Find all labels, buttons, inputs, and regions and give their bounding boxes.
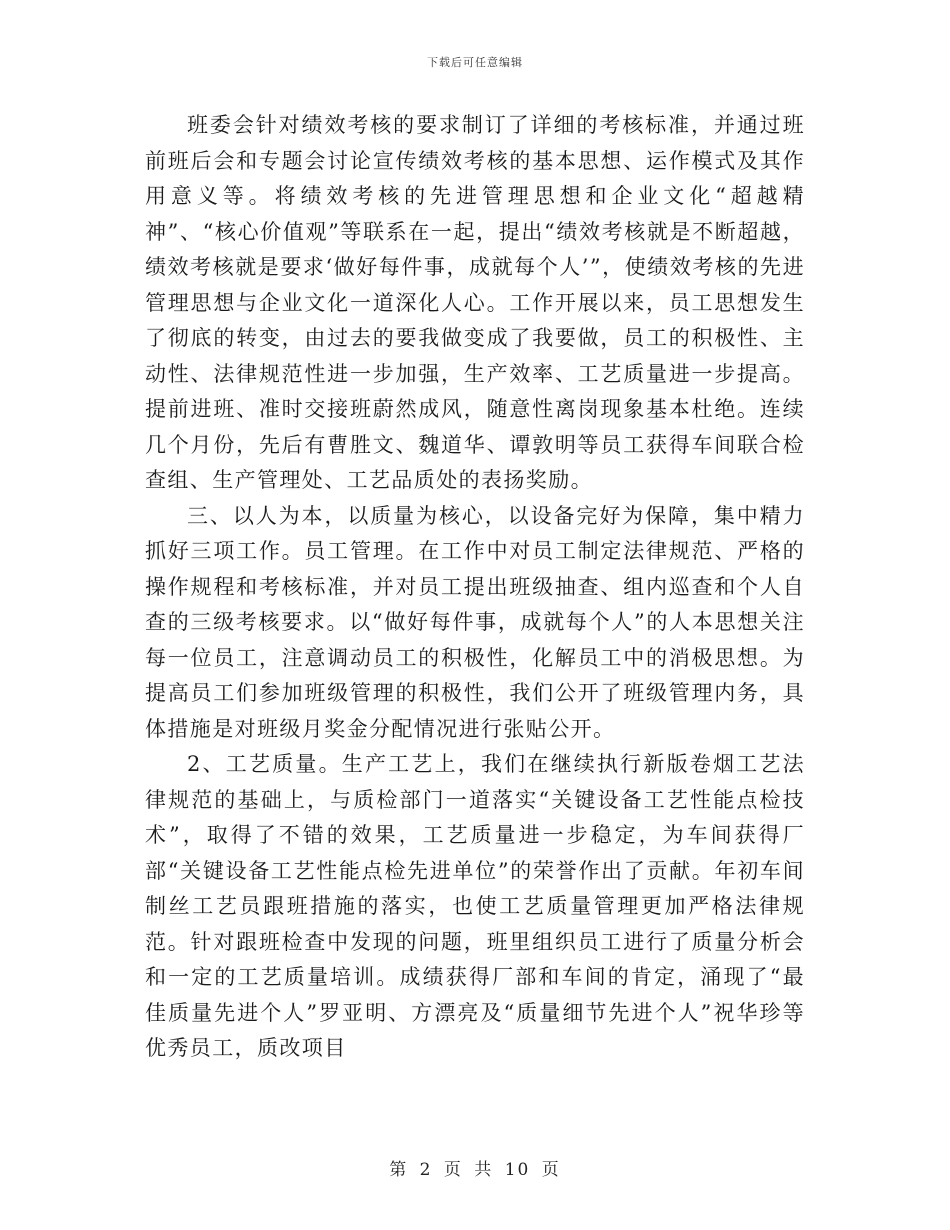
paragraph: 2、工艺质量。生产工艺上，我们在继续执行新版卷烟工艺法律规范的基础上，与质检部门一道落实“关键设备工艺性能点检技术”，取得了不错的效果，工艺质量进一步稳定，为车间获得厂部“关键设备工艺性能点检先进单位”的荣誉作出了贡献。年初车间制丝工艺员跟班措施的落实，也使工艺质量管理更加严格法律规范。针对跟班检查中发现的问题，班里组织员工进行了质量分析会和一定的工艺质量培训。成绩获得厂部和车间的肯定，涌现了“最佳质量先进个人”罗亚明、方漂亮及“质量细节先进个人”祝华珍等优秀员工，质改项目 [145, 752, 805, 1060]
paragraph: 三、以人为本，以质量为核心，以设备完好为保障，集中精力抓好三项工作。员工管理。在工作中对员工制定法律规范、严格的操作规程和考核标准，并对员工提出班级抽查、组内巡查和个人自查的三级考核要求。以“做好每件事，成就每个人”的人本思想关注每一位员工，注意调动员工的积极性，化解员工中的消极思想。为提高员工们参加班级管理的积极性，我们公开了班级管理内务，具体措施是对班级月奖金分配情况进行张贴公开。 [145, 503, 805, 741]
page-header-note: 下载后可任意编辑 [427, 56, 523, 69]
document-body [145, 108, 805, 1067]
page-number: 第 2 页 共 10 页 [389, 1160, 561, 1180]
paragraph: 班委会针对绩效考核的要求制订了详细的考核标准，并通过班前班后会和专题会讨论宣传绩效考核的基本思想、运作模式及其作用意义等。将绩效考核的先进管理思想和企业文化“超越精神”、“核心价值观”等联系在一起，提出“绩效考核就是不断超越，绩效考核就是要求‘做好每件事，成就每个人’”，使绩效考核的先进管理思想与企业文化一道深化人心。工作开展以来，员工思想发生了彻底的转变，由过去的要我做变成了我要做，员工的积极性、主动性、法律规范性进一步加强，生产效率、工艺质量进一步提高。提前进班、准时交接班蔚然成风，随意性离岗现象基本杜绝。连续几个月份，先后有曹胜文、魏道华、谭敦明等员工获得车间联合检查组、生产管理处、工艺品质处的表扬奖励。 [145, 113, 805, 492]
